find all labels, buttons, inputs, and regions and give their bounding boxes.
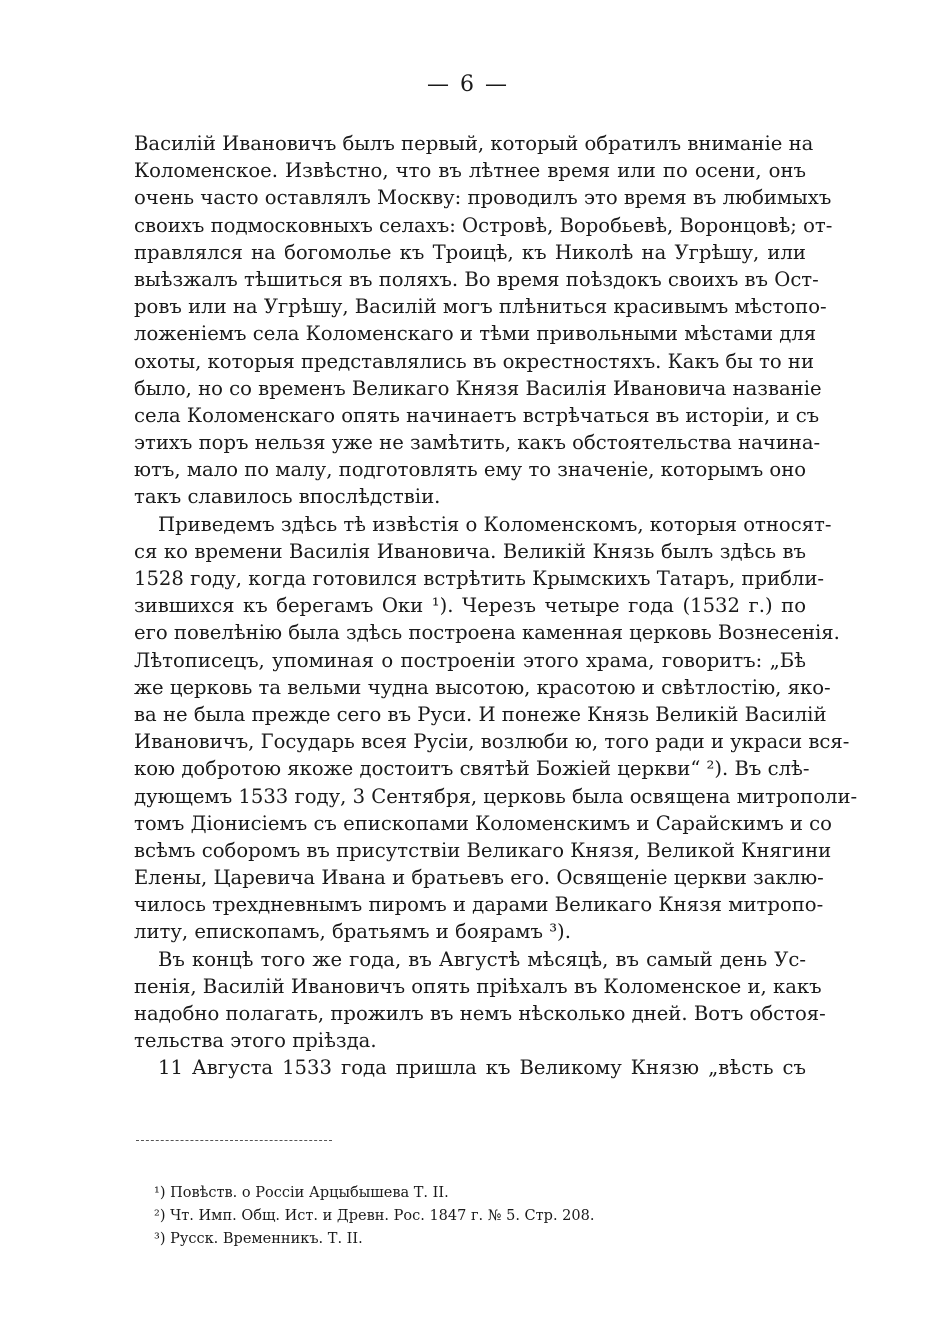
text-line: надобно полагать, прожилъ въ немъ нѣсколько дней. Вотъ обстоя- xyxy=(134,1002,826,1025)
text-line: было, но со временъ Великаго Князя Василія Ивановича названіе xyxy=(134,376,822,400)
paragraph xyxy=(134,1054,806,1081)
text-line: ложеніемъ села Коломенскаго и тѣми привольными мѣстами для xyxy=(134,322,817,346)
text-line: литу, епископамъ, братьямъ и боярамъ ³). xyxy=(134,920,571,944)
text-line: села Коломенскаго опять начинаетъ встрѣчаться въ исторіи, и съ xyxy=(134,403,820,427)
footnote: ²) Чт. Имп. Общ. Ист. и Древн. Рос. 1847 г. № 5. Стр. 208. xyxy=(154,1208,595,1224)
text-line: своихъ подмосковныхъ селахъ: Островѣ, Воробьевѣ, Воронцовѣ; от- xyxy=(134,213,833,237)
text-line: пенія, Василій Ивановичъ опять пріѣхалъ въ Коломенское и, какъ xyxy=(134,974,822,998)
text-line: тельства этого пріѣзда. xyxy=(134,1029,377,1053)
paragraph xyxy=(134,511,858,946)
text-line: Коломенское. Извѣстно, что въ лѣтнее время или по осени, онъ xyxy=(134,159,806,183)
text-line: всѣмъ соборомъ въ присутствіи Великаго Князя, Великой Княгини xyxy=(134,838,832,862)
text-line: такъ славилось впослѣдствіи. xyxy=(134,485,441,509)
footnotes xyxy=(154,1182,774,1251)
text-line: чилось трехдневнымъ пиромъ и дарами Великаго Князя митропо- xyxy=(134,893,824,917)
text-line: очень часто оставлялъ Москву: проводилъ это время въ любимыхъ xyxy=(134,186,832,210)
text-line: этихъ поръ нельзя уже не замѣтить, какъ обстоятельства начина- xyxy=(134,431,821,455)
text-line: 1528 году, когда готовился встрѣтить Крымскихъ Татаръ, прибли- xyxy=(134,567,825,590)
footnote: ³) Русск. Временникъ. Т. II. xyxy=(154,1231,363,1247)
text-line: охоты, которыя представлялись въ окрестностяхъ. Какъ бы то ни xyxy=(134,349,815,373)
text-line: кою добротою якоже достоитъ святѣй Божіей церкви“ ²). Въ слѣ- xyxy=(134,757,810,781)
text-line: выѣзжалъ тѣшиться въ поляхъ. Во время поѣздокъ своихъ въ Ост- xyxy=(134,267,819,291)
text-line: Василій Ивановичъ былъ первый, который обратилъ вниманіе на xyxy=(134,132,814,155)
text-line: ровъ или на Угрѣшу, Василій могъ плѣниться красивымъ мѣстопо- xyxy=(134,295,827,319)
text-line: ся ко времени Василія Ивановича. Великій Князь былъ здѣсь въ xyxy=(134,539,806,563)
text-line: дующемъ 1533 году, 3 Сентября, церковь была освящена митрополи- xyxy=(134,784,858,808)
footnote: ¹) Повѣств. о Россіи Арцыбышева Т. II. xyxy=(154,1185,449,1201)
text-line: 11 Августа 1533 года пришла къ Великому Князю „вѣсть съ xyxy=(158,1056,806,1080)
paragraph xyxy=(134,946,826,1055)
text-line: Лѣтописецъ, упоминая о построеніи этого храма, говоритъ: „Бѣ xyxy=(134,648,806,672)
paragraph xyxy=(134,130,833,511)
text-line: зившихся къ берегамъ Оки ¹). Черезъ четыре года (1532 г.) по xyxy=(134,594,806,618)
text-line: Въ концѣ того же года, въ Августѣ мѣсяцѣ, въ самый день Ус- xyxy=(158,947,806,971)
text-line: его повелѣнію была здѣсь построена каменная церковь Вознесенія. xyxy=(134,621,840,645)
body-text xyxy=(134,130,858,1082)
text-line: томъ Діонисіемъ съ епископами Коломенскимъ и Сарайскимъ и со xyxy=(134,811,832,835)
text-line: ютъ, мало по малу, подготовлять ему то значеніе, которымъ оно xyxy=(134,458,807,482)
text-line: Ивановичъ, Государь всея Русіи, возлюби ю, того ради и украси вся- xyxy=(134,730,850,754)
text-line: ва не была прежде сего въ Руси. И понеже Князь Великій Василій xyxy=(134,702,827,726)
page-number: — 6 — xyxy=(427,72,509,97)
text-line: Елены, Царевича Ивана и братьевъ его. Освященіе церкви заклю- xyxy=(134,866,824,890)
text-line: же церковь та вельми чудна высотою, красотою и свѣтлостію, яко- xyxy=(134,675,831,699)
text-line: Приведемъ здѣсь тѣ извѣстія о Коломенскомъ, которыя относят- xyxy=(158,512,832,536)
footnote-separator xyxy=(136,1140,332,1141)
text-line: правлялся на богомолье къ Троицѣ, къ Николѣ на Угрѣшу, или xyxy=(134,240,806,264)
